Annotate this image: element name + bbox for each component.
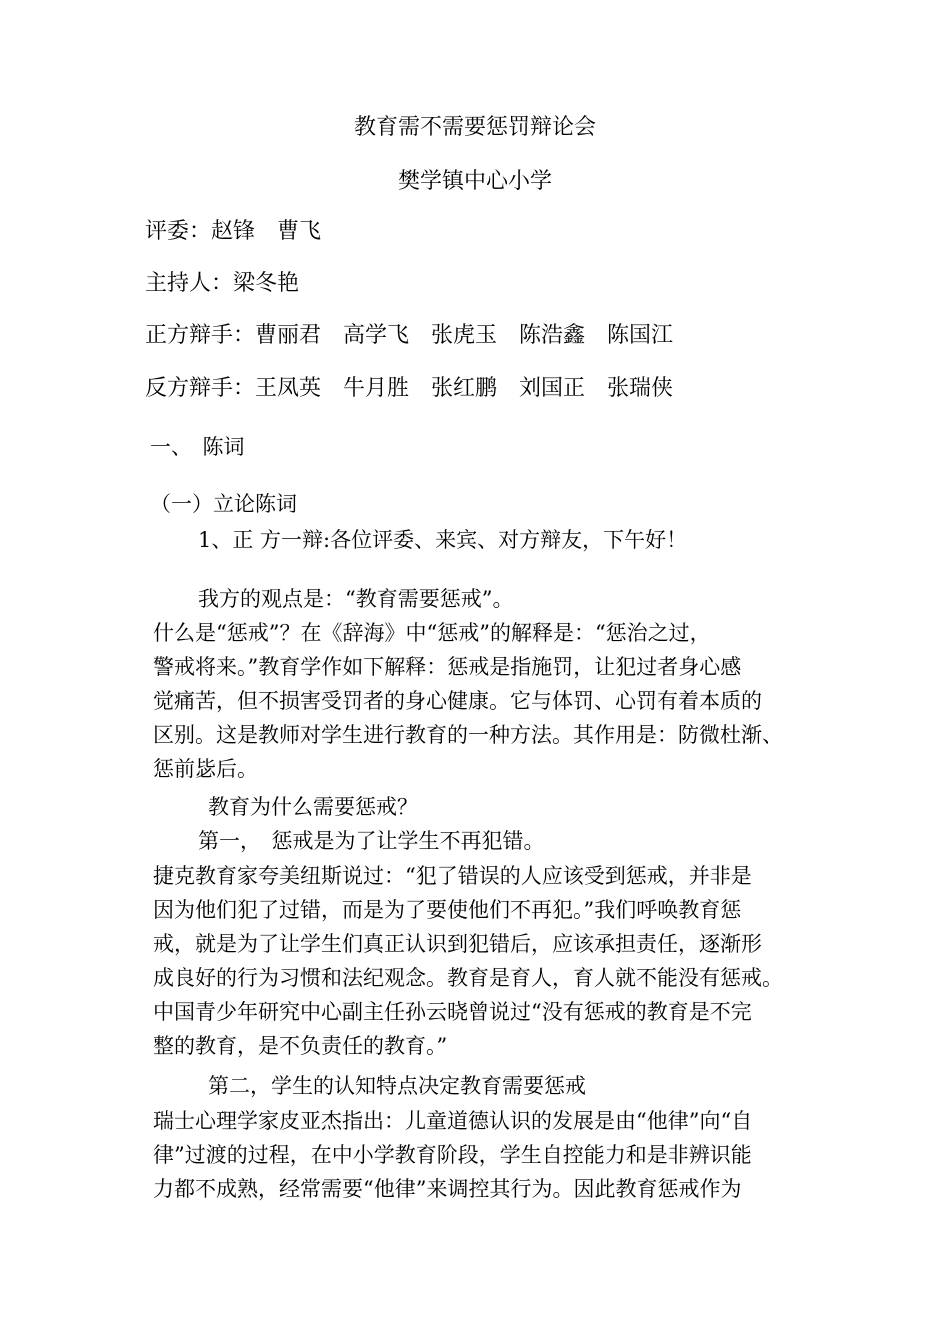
document-title: 教育需不需要惩罚辩论会 [353, 115, 596, 140]
negative-debaters: 反方辩手：王凤英 牛月胜 张红鹏 刘国正 张瑞侠 [145, 376, 674, 401]
judges-line: 评委：赵锋 曹飞 [145, 219, 322, 244]
paragraph-line: 觉痛苦，但不损害受罚者的身心健康。它与体罚、心罚有着本质的 [153, 689, 762, 713]
point-two-heading: 第二，学生的认知特点决定教育需要惩戒 [208, 1074, 586, 1098]
paragraph-line: 瑞士心理学家皮亚杰指出：儿童道德认识的发展是由“他律”向“自 [153, 1109, 753, 1133]
paragraph-line: 力都不成熟，经常需要“他律”来调控其行为。因此教育惩戒作为 [153, 1177, 742, 1201]
section-heading: 一、 陈词 [150, 435, 245, 459]
point-one-paragraph [153, 859, 808, 1063]
paragraph-line: 成良好的行为习惯和法纪观念。教育是育人，育人就不能没有惩戒。 [153, 966, 783, 990]
paragraph-line: 中国青少年研究中心副主任孙云晓曾说过“没有惩戒的教育是不完 [153, 1000, 752, 1024]
point-two-paragraph [153, 1104, 808, 1206]
paragraph-line: 律”过渡的过程，在中小学教育阶段，学生自控能力和是非辨识能 [153, 1143, 752, 1167]
paragraph-line: 惩前毖后。 [153, 757, 258, 781]
affirmative-debaters: 正方辩手：曹丽君 高学飞 张虎玉 陈浩鑫 陈国江 [145, 323, 674, 348]
speaker-opening: 1、正 方一辩:各位评委、来宾、对方辩友，下午好！ [198, 528, 688, 552]
why-question: 教育为什么需要惩戒？ [208, 795, 418, 819]
point-one-heading: 第一， 惩戒是为了让学生不再犯错。 [198, 829, 545, 853]
paragraph-line: 戒，就是为了让学生们真正认识到犯错后，应该承担责任，逐渐形 [153, 932, 762, 956]
paragraph-line: 警戒将来。”教育学作如下解释：惩戒是指施罚，让犯过者身心感 [153, 655, 742, 679]
definition-paragraph [153, 616, 808, 786]
subsection-heading: （一）立论陈词 [150, 492, 297, 516]
paragraph-line: 捷克教育家夸美纽斯说过：“犯了错误的人应该受到惩戒，并非是 [153, 864, 752, 888]
school-name: 樊学镇中心小学 [397, 169, 552, 194]
paragraph-line: 什么是“惩戒”？在《辞海》中“惩戒”的解释是：“惩治之过， [153, 621, 711, 645]
host-line: 主持人：梁冬艳 [145, 271, 300, 296]
viewpoint-line: 我方的观点是：“教育需要惩戒”。 [198, 587, 514, 611]
paragraph-line: 区别。这是教师对学生进行教育的一种方法。其作用是：防微杜渐、 [153, 723, 783, 747]
paragraph-line: 整的教育，是不负责任的教育。” [153, 1034, 448, 1058]
paragraph-line: 因为他们犯了过错，而是为了要使他们不再犯。”我们呼唤教育惩 [153, 898, 742, 922]
